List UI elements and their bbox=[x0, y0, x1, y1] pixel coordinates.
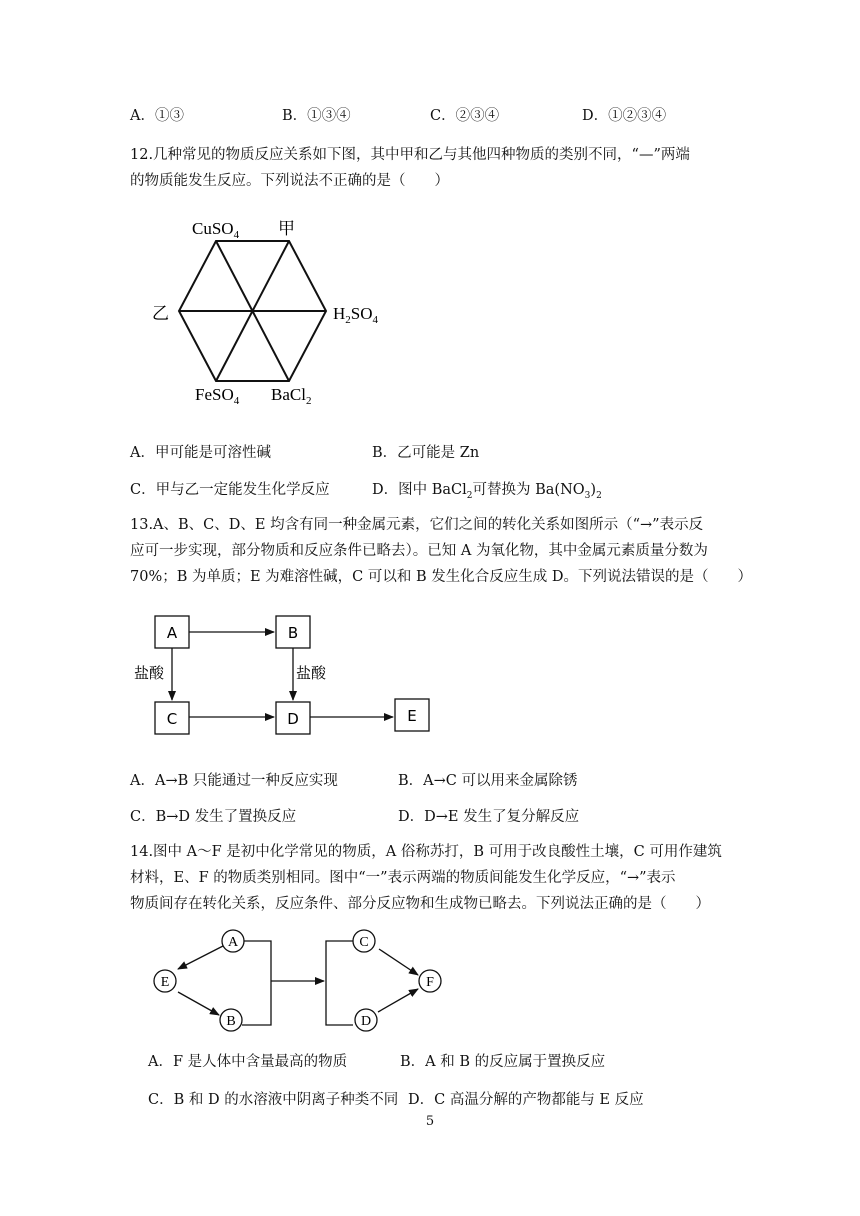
box-b-label: B bbox=[287, 624, 299, 642]
q14-relation-diagram bbox=[140, 925, 460, 1040]
box-a-label: A bbox=[166, 624, 178, 642]
box-d-label: D bbox=[287, 710, 299, 728]
node-c-label: C bbox=[359, 935, 369, 950]
box-c-label: C bbox=[166, 710, 178, 728]
arrow-a-e bbox=[178, 946, 223, 969]
hex-label-h2so4: $H_2SO_4$ bbox=[333, 304, 379, 326]
q13-stem-line1: 13.A、B、C、D、E 均含有同一种金属元素，它们之间的转化关系如图所示（“→”表示反 bbox=[130, 517, 704, 533]
q12-option-c: C．甲与乙一定能发生化学反应 bbox=[130, 482, 330, 498]
hex-label-feso4: FeSO$_4$ bbox=[195, 385, 240, 407]
hex-label-cuso4: CuSO$_4$ bbox=[192, 219, 240, 241]
bracket-right bbox=[326, 941, 353, 1025]
q14-stem-line2: 材料，E、F 的物质类别相同。图中“一”表示两端的物质间能发生化学反应，“→”表示 bbox=[130, 870, 676, 886]
node-e-label: E bbox=[160, 975, 170, 990]
node-f-label: F bbox=[426, 975, 434, 990]
hex-label-bacl2: BaCl$_2$ bbox=[271, 385, 312, 407]
page-number: 5 bbox=[425, 1114, 435, 1129]
q11-option-c: C．②③④ bbox=[430, 108, 500, 124]
arrow-d-f bbox=[378, 989, 418, 1012]
node-d-label: D bbox=[360, 1014, 372, 1029]
arrow-c-f bbox=[379, 949, 418, 975]
hex-label-jia: 甲 bbox=[278, 219, 295, 239]
acid-label-left: 盐酸 bbox=[134, 664, 165, 682]
q11-option-b: B．①③④ bbox=[282, 108, 351, 124]
q13-option-d: D．D→E 发生了复分解反应 bbox=[398, 809, 580, 825]
q13-flow-diagram bbox=[130, 610, 440, 740]
q14-option-a: A．F 是人体中含量最高的物质 bbox=[148, 1054, 348, 1070]
node-a-label: A bbox=[227, 935, 239, 950]
acid-label-right: 盐酸 bbox=[296, 664, 327, 682]
q14-option-b: B．A 和 B 的反应属于置换反应 bbox=[400, 1054, 606, 1070]
q14-option-d: D．C 高温分解的产物都能与 E 反应 bbox=[408, 1092, 644, 1108]
q14-stem-line3: 物质间存在转化关系，反应条件、部分反应物和生成物已略去。下列说法正确的是（ ） bbox=[130, 896, 710, 912]
bracket-left bbox=[242, 941, 271, 1025]
q13-stem-line3: 70%；B 为单质；E 为难溶性碱，C 可以和 B 发生化合反应生成 D。下列说法错误的是（ ） bbox=[130, 569, 752, 585]
q12-option-b: B．乙可能是 Zn bbox=[372, 445, 480, 461]
node-b-label: B bbox=[226, 1014, 236, 1029]
hex-label-yi: 乙 bbox=[152, 304, 169, 324]
arrow-e-b bbox=[178, 992, 219, 1015]
q12-option-a: A．甲可能是可溶性碱 bbox=[130, 445, 271, 461]
q11-option-a: A．①③ bbox=[130, 108, 184, 124]
q14-stem-line1: 14.图中 A～F 是初中化学常见的物质，A 俗称苏打，B 可用于改良酸性土壤，C 可用作建筑 bbox=[130, 844, 722, 860]
q13-option-b: B．A→C 可以用来金属除锈 bbox=[398, 773, 578, 789]
q13-stem-line2: 应可一步实现，部分物质和反应条件已略去）。已知 A 为氧化物，其中金属元素质量分数为 bbox=[130, 543, 708, 559]
q12-option-d: D．图中 BaCl$_2$可替换为 $Ba(NO_3)_2$ bbox=[372, 482, 602, 501]
q14-option-c: C．B 和 D 的水溶液中阴离子种类不同 bbox=[148, 1092, 399, 1108]
q12-stem-line2: 的物质能发生反应。下列说法不正确的是（ ） bbox=[130, 173, 449, 189]
q12-stem-line1: 12.几种常见的物质反应关系如下图，其中甲和乙与其他四种物质的类别不同，“—”两端 bbox=[130, 147, 690, 163]
q13-option-a: A．A→B 只能通过一种反应实现 bbox=[130, 773, 338, 789]
q12-hexagon-diagram bbox=[140, 212, 410, 412]
box-e-label: E bbox=[407, 707, 417, 725]
q11-option-d: D．①②③④ bbox=[582, 108, 667, 124]
q13-option-c: C．B→D 发生了置换反应 bbox=[130, 809, 297, 825]
